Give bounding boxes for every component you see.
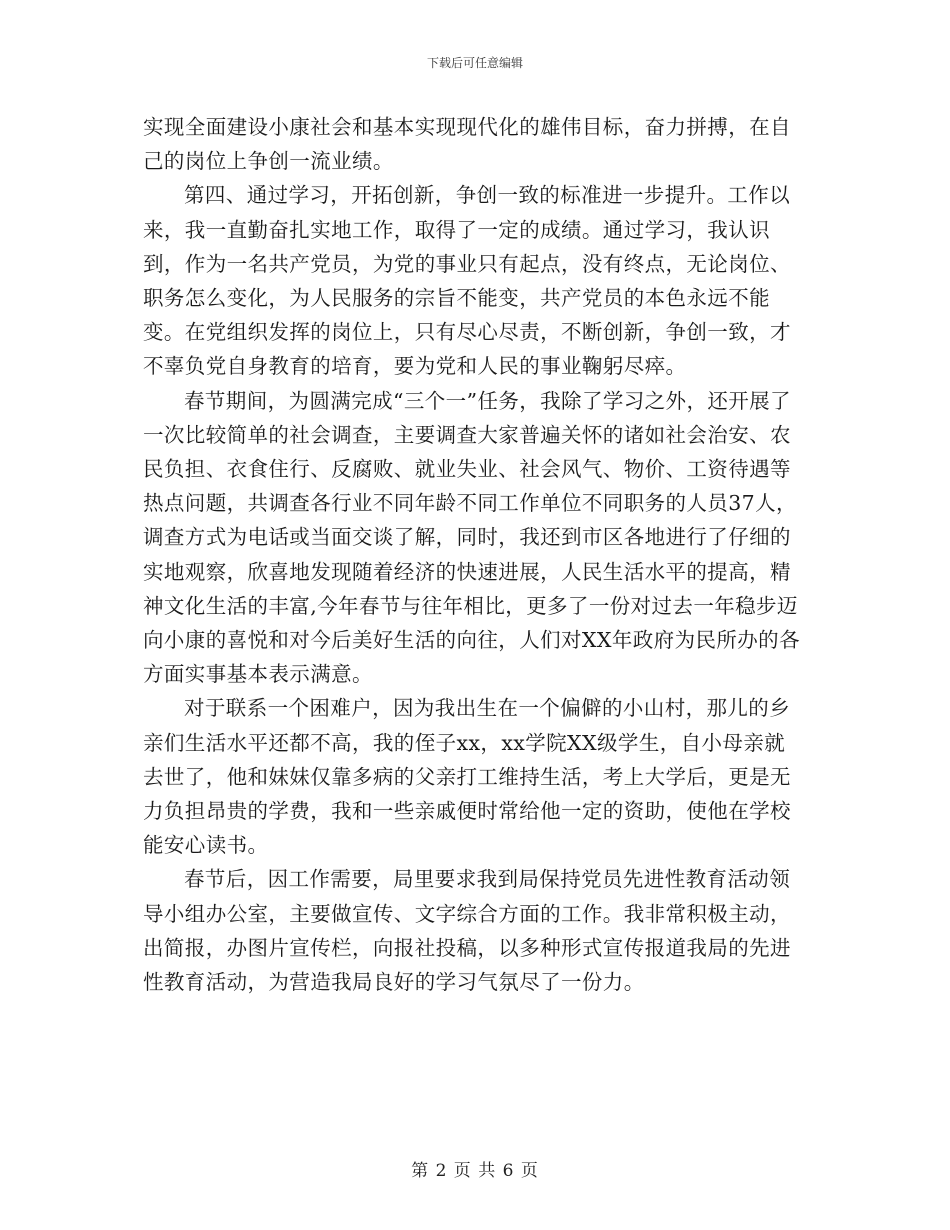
paragraph-5: 春节后，因工作需要，局里要求我到局保持党员先进性教育活动领导小组办公室，主要做宣传、文字综合方面的工作。我非常积极主动，出简报，办图片宣传栏，向报社投稿，以多种形式宣传报道我局的先进性教育活动，为营造我局良好的学习气氛尽了一份力。	[143, 867, 791, 995]
page-number-footer: 第 2 页 共 6 页	[411, 1161, 539, 1181]
paragraph-4: 对于联系一个困难户，因为我出生在一个偏僻的小山村，那儿的乡亲们生活水平还都不高，我的侄子xx，xx学院XX级学生，自小母亲就去世了，他和妹妹仅靠多病的父亲打工维持生活，考上大学后，更是无力负担昂贵的学费，我和一些亲戚便时常给他一定的资助，使他在学校能安心读书。	[143, 696, 791, 858]
document-body	[143, 110, 803, 999]
paragraph-1: 实现全面建设小康社会和基本实现现代化的雄伟目标，奋力拼搏，在自己的岗位上争创一流业绩。	[143, 115, 791, 174]
paragraph-3: 春节期间，为圆满完成“三个一”任务，我除了学习之外，还开展了一次比较简单的社会调查，主要调查大家普遍关怀的诸如社会治安、农民负担、衣食住行、反腐败、就业失业、社会风气、物价、工资待遇等热点问题，共调查各行业不同年龄不同工作单位不同职务的人员37人，调查方式为电话或当面交谈了解，同时，我还到市区各地进行了仔细的实地观察，欣喜地发现随着经济的快速进展，人民生活水平的提高，精神文化生活的丰富,今年春节与往年相比，更多了一份对过去一年稳步迈向小康的喜悦和对今后美好生活的向往，人们对XX年政府为民所办的各方面实事基本表示满意。	[143, 388, 800, 687]
paragraph-2: 第四、通过学习，开拓创新，争创一致的标准进一步提升。工作以来，我一直勤奋扎实地工作，取得了一定的成绩。通过学习，我认识到，作为一名共产党员，为党的事业只有起点，没有终点，无论岗位、职务怎么变化，为人民服务的宗旨不能变，共产党员的本色永远不能变。在党组织发挥的岗位上，只有尽心尽责，不断创新，争创一致，才不辜负党自身教育的培育，要为党和人民的事业鞠躬尽瘁。	[143, 183, 791, 379]
page-header: 下载后可任意编辑	[426, 56, 523, 70]
